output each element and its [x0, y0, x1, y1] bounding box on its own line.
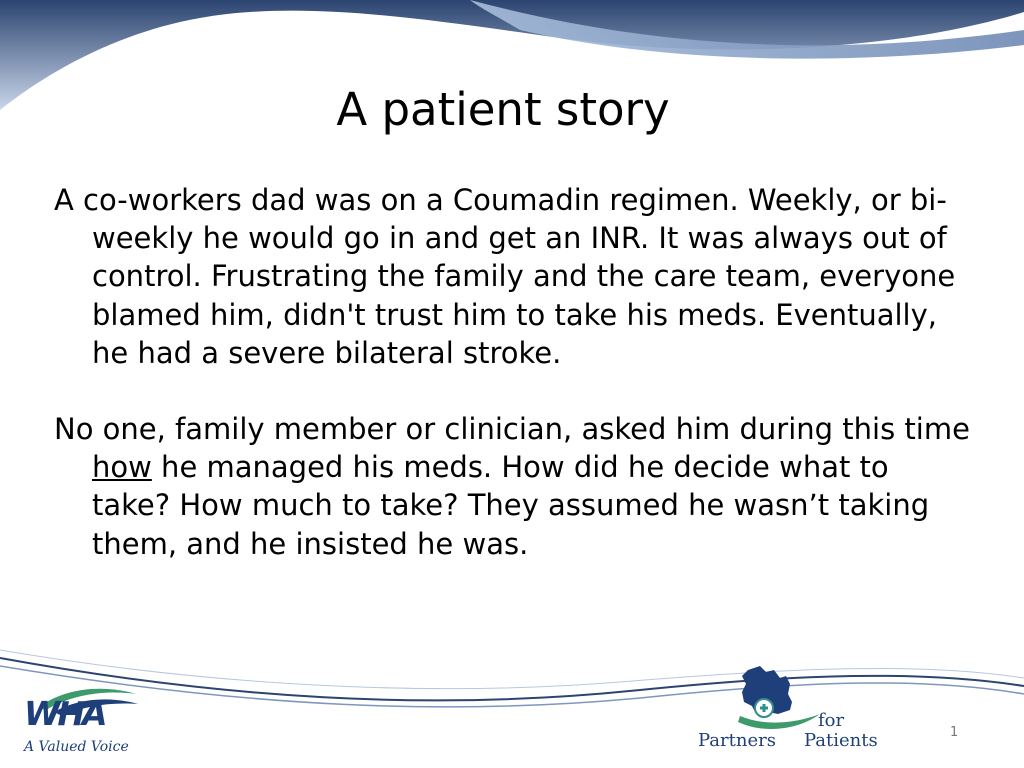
- wisconsin-map-icon: [694, 664, 884, 734]
- partners-for-patients-logo: [694, 664, 884, 760]
- paragraph-story: A co-workers dad was on a Coumadin regimen. Weekly, or bi-weekly he would go in and get an INR. It was always out of control. Frustrating the family and the care team, everyone blamed him, didn't trust him to take his meds. Eventually, he had a severe bilateral stroke.: [54, 183, 956, 370]
- pfp-patients-text: Patients: [804, 730, 878, 751]
- paragraph-reflection: [54, 410, 974, 563]
- wha-tagline: A Valued Voice: [24, 739, 129, 755]
- paragraph-reflection-end: he managed his meds. How did he decide what to take? How much to take? They assumed he wasn’t taking them, and he insisted he was.: [92, 450, 930, 561]
- paragraph-reflection-start: No one, family member or clinician, asked him during this time: [54, 412, 970, 447]
- underlined-word-how: how: [92, 450, 152, 485]
- wha-logo: [18, 684, 148, 762]
- slide-body: [54, 181, 974, 563]
- pfp-for-text: for: [818, 710, 845, 731]
- slide-number: 1: [950, 725, 959, 740]
- slide-title: A patient story: [336, 83, 670, 136]
- wha-letters: WHA: [24, 694, 105, 733]
- pfp-partners-text: Partners: [698, 730, 776, 751]
